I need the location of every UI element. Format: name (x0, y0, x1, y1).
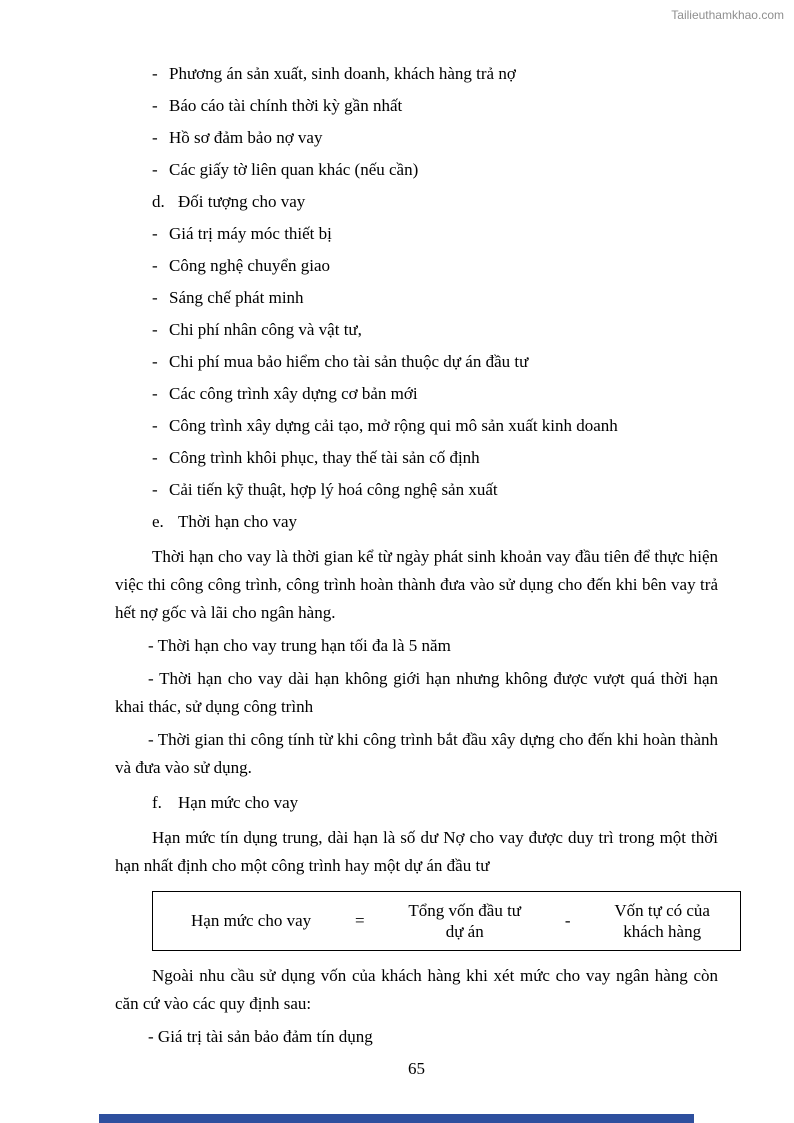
bullet-dash: - (152, 64, 158, 83)
bullet-dash: - (152, 224, 158, 243)
bullet-item (152, 378, 718, 410)
formula-term-total-investment (408, 900, 521, 942)
minus-sign: - (564, 911, 571, 930)
bullet-item (152, 250, 718, 282)
section-heading (152, 787, 718, 819)
blocks-before-formula (115, 58, 718, 880)
paragraph: - Giá trị tài sản bảo đảm tín dụng (148, 1027, 373, 1046)
heading-label: f. (152, 793, 162, 812)
heading-text: Hạn mức cho vay (178, 793, 299, 812)
formula-term-customer-equity (614, 900, 710, 942)
paragraph: - Thời hạn cho vay trung hạn tối đa là 5 năm (148, 636, 451, 655)
bullet-text: Chi phí nhân công và vật tư, (169, 320, 362, 339)
paragraph: Thời hạn cho vay là thời gian kể từ ngày phát sinh khoản vay đầu tiên để thực hiện việc thi công công trình, công trình hoàn thành đưa vào sử dụng cho đến khi bên vay trả hết nợ gốc và lãi cho ngân hàng. (115, 547, 718, 622)
bullet-text: Công trình khôi phục, thay thế tài sản cố định (169, 448, 480, 467)
equals-sign: = (354, 911, 365, 930)
bullet-text: Hồ sơ đảm bảo nợ vay (169, 128, 323, 147)
formula-box (152, 891, 741, 951)
paragraph: Hạn mức tín dụng trung, dài hạn là số dư Nợ cho vay được duy trì trong một thời hạn nhất định cho một công trình hay một dự án đầu tư (115, 828, 718, 875)
page-number: 65 (408, 1059, 425, 1078)
paragraph: - Thời hạn cho vay dài hạn không giới hạn nhưng không được vượt quá thời hạn khai thác, sử dụng công trình (115, 669, 718, 716)
heading-label: d. (152, 192, 165, 211)
bullet-item (152, 282, 718, 314)
bullet-dash: - (152, 160, 158, 179)
bullet-item (152, 346, 718, 378)
bullet-item (152, 442, 718, 474)
bullet-dash: - (152, 352, 158, 371)
bullet-item (152, 474, 718, 506)
bullet-item (152, 122, 718, 154)
bullet-text: Chi phí mua bảo hiểm cho tài sản thuộc dự án đầu tư (169, 352, 529, 371)
bottom-blue-bar (99, 1114, 694, 1123)
paragraph: Ngoài nhu cầu sử dụng vốn của khách hàng khi xét mức cho vay ngân hàng còn căn cứ vào các quy định sau: (115, 966, 718, 1013)
bullet-text: Giá trị máy móc thiết bị (169, 224, 332, 243)
bullet-dash: - (152, 384, 158, 403)
bullet-text: Các công trình xây dựng cơ bản mới (169, 384, 418, 403)
section-heading (152, 506, 718, 538)
bullet-dash: - (152, 448, 158, 467)
bullet-dash: - (152, 320, 158, 339)
bullet-dash: - (152, 256, 158, 275)
formula-lhs: Hạn mức cho vay (191, 911, 312, 930)
bullet-dash: - (152, 416, 158, 435)
bullet-item (152, 218, 718, 250)
bullet-text: Công trình xây dựng cải tạo, mở rộng qui mô sản xuất kinh doanh (169, 416, 618, 435)
term-line: khách hàng (623, 922, 702, 941)
watermark: Tailieuthamkhao.com (671, 8, 784, 22)
bullet-item (152, 154, 718, 186)
bullet-dash: - (152, 96, 158, 115)
section-heading (152, 186, 718, 218)
bullet-dash: - (152, 128, 158, 147)
bullet-text: Báo cáo tài chính thời kỳ gần nhất (169, 96, 403, 115)
bullet-item (152, 90, 718, 122)
blocks-after-formula (115, 962, 718, 1051)
term-line: Tổng vốn đầu tư (408, 901, 522, 920)
bullet-text: Công nghệ chuyển giao (169, 256, 330, 275)
heading-text: Đối tượng cho vay (178, 192, 306, 211)
bullet-text: Phương án sản xuất, sinh doanh, khách hàng trả nợ (169, 64, 516, 83)
heading-text: Thời hạn cho vay (178, 512, 297, 531)
bullet-text: Sáng chế phát minh (169, 288, 304, 307)
term-line: Vốn tự có của (614, 901, 710, 920)
heading-label: e. (152, 512, 164, 531)
bullet-item (152, 58, 718, 90)
bullet-item (152, 314, 718, 346)
bullet-item (152, 410, 718, 442)
bullet-dash: - (152, 480, 158, 499)
paragraph: - Thời gian thi công tính từ khi công trình bắt đầu xây dựng cho đến khi hoàn thành và đưa vào sử dụng. (115, 730, 718, 777)
bullet-dash: - (152, 288, 158, 307)
term-line: dự án (445, 922, 484, 941)
bullet-text: Các giấy tờ liên quan khác (nếu cần) (169, 160, 419, 179)
bullet-text: Cải tiến kỹ thuật, hợp lý hoá công nghệ sản xuất (169, 480, 498, 499)
